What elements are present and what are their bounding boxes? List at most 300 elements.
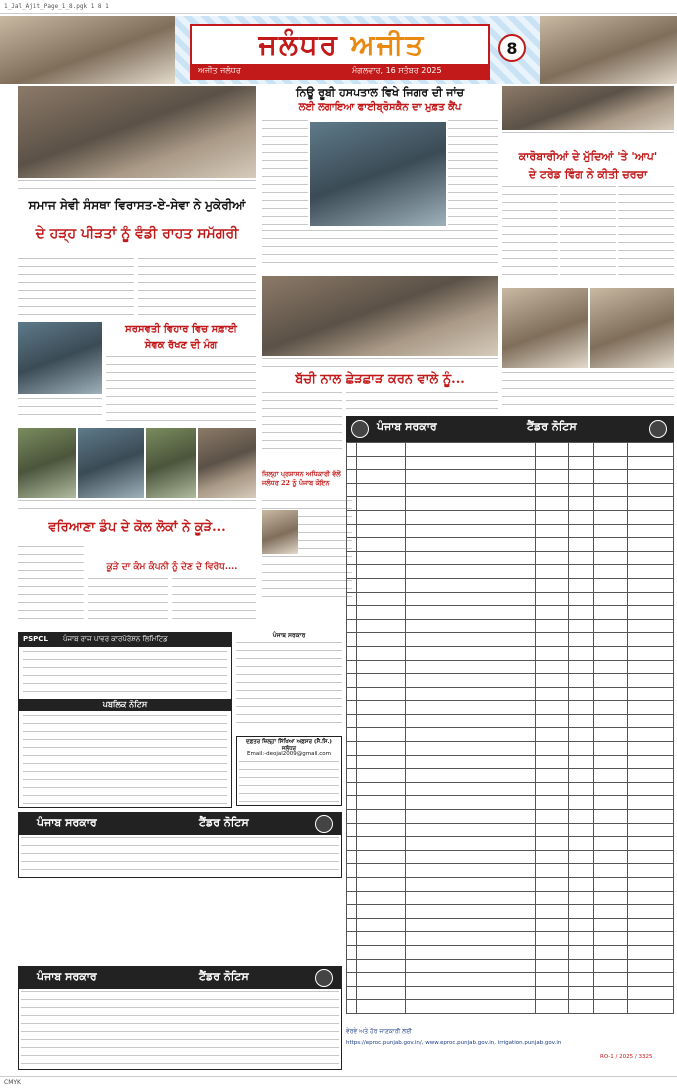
print-slug: 1_Jal_Ajit_Page_1_8.pgk 1 8 1 xyxy=(0,0,677,14)
table-cell xyxy=(536,701,569,715)
masthead-date-bar xyxy=(192,64,488,78)
table-cell xyxy=(628,810,674,824)
table-cell xyxy=(628,443,674,457)
table-cell xyxy=(347,456,357,470)
pspcl-notice xyxy=(18,632,232,808)
table-cell xyxy=(569,742,593,756)
table-cell xyxy=(356,945,406,959)
table-row xyxy=(347,728,674,742)
table-cell xyxy=(593,864,628,878)
table-cell xyxy=(628,878,674,892)
molestation-text-col1 xyxy=(262,392,342,452)
table-cell xyxy=(536,959,569,973)
tender-box-left-1-grid xyxy=(21,837,339,875)
table-cell xyxy=(593,633,628,647)
table-cell xyxy=(356,878,406,892)
table-cell xyxy=(347,701,357,715)
table-cell xyxy=(569,878,593,892)
table-cell xyxy=(593,646,628,660)
table-cell xyxy=(569,810,593,824)
table-cell xyxy=(406,510,536,524)
tender-box-left-1-govt: ਪੰਜਾਬ ਸਰਕਾਰ xyxy=(37,816,97,829)
dump-text-col2 xyxy=(88,578,168,626)
table-cell xyxy=(356,538,406,552)
table-cell xyxy=(593,606,628,620)
table-cell xyxy=(406,633,536,647)
table-cell xyxy=(569,714,593,728)
table-cell xyxy=(536,1000,569,1014)
table-cell xyxy=(536,606,569,620)
table-cell xyxy=(569,918,593,932)
table-cell xyxy=(406,701,536,715)
table-cell xyxy=(406,578,536,592)
table-cell xyxy=(593,538,628,552)
table-cell xyxy=(628,565,674,579)
table-row xyxy=(347,918,674,932)
table-row xyxy=(347,606,674,620)
flood-relief-text-col2 xyxy=(138,258,256,318)
table-cell xyxy=(347,973,357,987)
table-cell xyxy=(406,986,536,1000)
table-row xyxy=(347,701,674,715)
table-cell xyxy=(356,510,406,524)
table-cell xyxy=(593,850,628,864)
table-cell xyxy=(347,905,357,919)
table-cell xyxy=(593,918,628,932)
group-photo-caption xyxy=(262,358,498,368)
tender-header-right-title: ਟੈਂਡਰ ਨੋਟਿਸ xyxy=(527,420,577,433)
table-cell xyxy=(356,810,406,824)
table-cell xyxy=(628,945,674,959)
table-cell xyxy=(628,674,674,688)
table-cell xyxy=(569,701,593,715)
table-row xyxy=(347,646,674,660)
table-cell xyxy=(593,755,628,769)
tender-box-left-1 xyxy=(18,812,342,878)
table-cell xyxy=(593,932,628,946)
table-row xyxy=(347,1000,674,1014)
table-row xyxy=(347,592,674,606)
masthead xyxy=(0,16,677,84)
table-cell xyxy=(593,986,628,1000)
table-cell xyxy=(536,470,569,484)
table-cell xyxy=(406,810,536,824)
table-cell xyxy=(356,782,406,796)
flood-relief-text-col1 xyxy=(18,258,134,318)
table-cell xyxy=(593,701,628,715)
aap-headline-2: ਦੇ ਟਰੇਡ ਵਿੰਗ ਨੇ ਕੀਤੀ ਚਰਚਾ xyxy=(528,168,648,181)
table-cell xyxy=(406,1000,536,1014)
table-cell xyxy=(347,497,357,511)
table-cell xyxy=(347,796,357,810)
table-row xyxy=(347,674,674,688)
table-cell xyxy=(356,986,406,1000)
aap-text-col1 xyxy=(502,186,558,282)
hospital-text-left xyxy=(262,120,308,228)
table-cell xyxy=(406,524,536,538)
table-cell xyxy=(569,456,593,470)
table-cell xyxy=(628,538,674,552)
table-cell xyxy=(628,483,674,497)
table-cell xyxy=(536,483,569,497)
table-cell xyxy=(593,483,628,497)
table-cell xyxy=(356,497,406,511)
tender-grid-right xyxy=(346,442,674,1024)
table-cell xyxy=(628,755,674,769)
table-row xyxy=(347,932,674,946)
table-cell xyxy=(536,769,569,783)
table-cell xyxy=(347,1000,357,1014)
center-notice-top xyxy=(236,632,342,732)
sewak-photo xyxy=(18,322,102,394)
table-row xyxy=(347,687,674,701)
table-cell xyxy=(569,660,593,674)
table-cell xyxy=(536,565,569,579)
table-cell xyxy=(406,905,536,919)
tender-box-left-2 xyxy=(18,966,342,1070)
tender-box-left-2-title: ਟੈਂਡਰ ਨੋਟਿਸ xyxy=(199,970,249,983)
table-cell xyxy=(536,633,569,647)
courts-notice-email: Email:-deojal2009@gmail.com xyxy=(246,751,332,757)
table-cell xyxy=(356,959,406,973)
table-cell xyxy=(536,932,569,946)
table-cell xyxy=(569,606,593,620)
table-cell xyxy=(347,714,357,728)
table-cell xyxy=(593,497,628,511)
table-cell xyxy=(628,551,674,565)
center-notice-govt: ਪੰਜਾਬ ਸਰਕਾਰ xyxy=(272,632,306,639)
table-cell xyxy=(569,646,593,660)
table-cell xyxy=(628,470,674,484)
table-cell xyxy=(356,483,406,497)
table-cell xyxy=(628,823,674,837)
table-cell xyxy=(569,483,593,497)
table-cell xyxy=(406,660,536,674)
masthead-title-box xyxy=(190,24,490,80)
table-cell xyxy=(347,837,357,851)
table-cell xyxy=(593,524,628,538)
table-cell xyxy=(569,633,593,647)
table-cell xyxy=(628,769,674,783)
table-cell xyxy=(628,850,674,864)
table-cell xyxy=(536,538,569,552)
table-cell xyxy=(628,918,674,932)
table-cell xyxy=(536,456,569,470)
table-cell xyxy=(628,633,674,647)
table-cell xyxy=(593,837,628,851)
table-cell xyxy=(406,782,536,796)
table-cell xyxy=(356,728,406,742)
table-cell xyxy=(593,443,628,457)
table-cell xyxy=(536,660,569,674)
tender-footer-code: RO-1 / 2025 / 3325 xyxy=(600,1054,653,1060)
table-cell xyxy=(593,619,628,633)
dump-photo-3 xyxy=(146,428,196,498)
table-cell xyxy=(536,578,569,592)
table-cell xyxy=(569,728,593,742)
table-cell xyxy=(356,551,406,565)
table-cell xyxy=(347,810,357,824)
masthead-left-photo xyxy=(0,16,175,84)
table-cell xyxy=(569,674,593,688)
table-cell xyxy=(536,905,569,919)
table-cell xyxy=(593,456,628,470)
table-row xyxy=(347,538,674,552)
table-row xyxy=(347,878,674,892)
table-row xyxy=(347,945,674,959)
table-row xyxy=(347,742,674,756)
table-cell xyxy=(347,782,357,796)
cmyk-label: CMYK xyxy=(4,1079,21,1086)
table-cell xyxy=(628,1000,674,1014)
table-cell xyxy=(569,905,593,919)
table-cell xyxy=(347,633,357,647)
table-row xyxy=(347,973,674,987)
table-cell xyxy=(593,945,628,959)
pspcl-title: ਪੰਜਾਬ ਰਾਜ ਪਾਵਰ ਕਾਰਪੋਰੇਸ਼ਨ ਲਿਮਿਟਿਡ xyxy=(63,635,168,643)
table-cell xyxy=(347,878,357,892)
table-row xyxy=(347,470,674,484)
table-row xyxy=(347,565,674,579)
table-cell xyxy=(347,538,357,552)
table-cell xyxy=(628,782,674,796)
pspcl-header xyxy=(19,633,231,647)
table-cell xyxy=(593,687,628,701)
table-row xyxy=(347,959,674,973)
table-row xyxy=(347,660,674,674)
table-cell xyxy=(356,646,406,660)
table-cell xyxy=(406,592,536,606)
table-cell xyxy=(628,660,674,674)
table-cell xyxy=(406,687,536,701)
table-cell xyxy=(593,674,628,688)
print-colorbar xyxy=(0,1076,677,1089)
table-cell xyxy=(356,443,406,457)
table-cell xyxy=(536,510,569,524)
table-cell xyxy=(356,524,406,538)
table-cell xyxy=(536,646,569,660)
table-cell xyxy=(536,524,569,538)
table-cell xyxy=(536,864,569,878)
table-cell xyxy=(593,769,628,783)
table-cell xyxy=(628,524,674,538)
table-cell xyxy=(569,1000,593,1014)
table-cell xyxy=(593,973,628,987)
table-cell xyxy=(347,619,357,633)
table-cell xyxy=(628,742,674,756)
table-cell xyxy=(536,674,569,688)
table-cell xyxy=(569,986,593,1000)
table-cell xyxy=(536,443,569,457)
table-cell xyxy=(406,837,536,851)
table-cell xyxy=(356,837,406,851)
table-row xyxy=(347,456,674,470)
group-photo-center xyxy=(262,276,498,356)
table-cell xyxy=(569,470,593,484)
aap-caption xyxy=(502,132,674,140)
portraits-caption xyxy=(502,372,674,412)
table-cell xyxy=(593,714,628,728)
dump-text-col3 xyxy=(172,578,256,626)
table-cell xyxy=(347,728,357,742)
table-cell xyxy=(406,470,536,484)
table-cell xyxy=(356,905,406,919)
table-row xyxy=(347,823,674,837)
table-cell xyxy=(406,443,536,457)
table-cell xyxy=(628,687,674,701)
courts-notice xyxy=(236,736,342,806)
govt-emblem-icon xyxy=(351,420,369,438)
tender-footer-text: ਵੇਰਵੇ ਅਤੇ ਹੋਰ ਜਾਣਕਾਰੀ ਲਈ xyxy=(346,1028,412,1035)
table-cell xyxy=(628,973,674,987)
table-cell xyxy=(356,592,406,606)
table-cell xyxy=(536,742,569,756)
table-cell xyxy=(628,837,674,851)
dump-photo-4 xyxy=(198,428,256,498)
table-cell xyxy=(347,578,357,592)
table-cell xyxy=(347,918,357,932)
table-cell xyxy=(347,932,357,946)
dump-photo-2 xyxy=(78,428,144,498)
table-cell xyxy=(356,850,406,864)
hospital-headline-2: ਲਈ ਲਗਾਇਆ ਫਾਈਬ੍ਰੋਸਕੈਨ ਦਾ ਮੁਫ਼ਤ ਕੈਂਪ xyxy=(298,102,462,113)
table-cell xyxy=(593,470,628,484)
aap-photo xyxy=(502,86,674,130)
table-row xyxy=(347,483,674,497)
govt-emblem-icon-right xyxy=(649,420,667,438)
table-cell xyxy=(593,592,628,606)
table-cell xyxy=(569,443,593,457)
table-cell xyxy=(628,510,674,524)
sewak-headline-2: ਸੇਵਕ ਰੱਖਣ ਦੀ ਮੰਗ xyxy=(144,340,218,351)
table-cell xyxy=(593,905,628,919)
table-cell xyxy=(536,823,569,837)
table-cell xyxy=(356,674,406,688)
table-row xyxy=(347,837,674,851)
table-cell xyxy=(356,823,406,837)
table-cell xyxy=(569,565,593,579)
table-cell xyxy=(628,497,674,511)
dump-text-col1 xyxy=(18,546,84,626)
table-row xyxy=(347,551,674,565)
short-news-portrait xyxy=(262,510,298,554)
tender-box-left-1-title: ਟੈਂਡਰ ਨੋਟਿਸ xyxy=(199,816,249,829)
table-cell xyxy=(536,810,569,824)
table-cell xyxy=(356,864,406,878)
table-cell xyxy=(536,592,569,606)
table-cell xyxy=(569,864,593,878)
table-cell xyxy=(628,578,674,592)
table-cell xyxy=(406,646,536,660)
hospital-text-right xyxy=(448,120,498,228)
table-cell xyxy=(628,932,674,946)
table-cell xyxy=(347,850,357,864)
table-cell xyxy=(356,578,406,592)
pspcl-text-top xyxy=(23,651,227,695)
table-cell xyxy=(593,823,628,837)
table-cell xyxy=(406,456,536,470)
table-cell xyxy=(356,742,406,756)
dump-headline: ਵਰਿਆਣਾ ਡੰਪ ਦੇ ਕੋਲ ਲੋਕਾਂ ਨੇ ਕੂੜੇ... xyxy=(48,520,226,535)
table-cell xyxy=(536,891,569,905)
table-row xyxy=(347,891,674,905)
table-cell xyxy=(593,742,628,756)
table-cell xyxy=(569,850,593,864)
tender-box-left-2-grid xyxy=(21,991,339,1067)
tender-header-right xyxy=(347,417,673,441)
table-row xyxy=(347,986,674,1000)
table-cell xyxy=(347,891,357,905)
table-cell xyxy=(593,959,628,973)
table-cell xyxy=(406,959,536,973)
table-cell xyxy=(569,551,593,565)
table-cell xyxy=(569,497,593,511)
table-cell xyxy=(347,660,357,674)
table-cell xyxy=(628,891,674,905)
table-cell xyxy=(593,810,628,824)
table-row xyxy=(347,769,674,783)
table-cell xyxy=(406,823,536,837)
table-row xyxy=(347,782,674,796)
table-cell xyxy=(536,945,569,959)
table-cell xyxy=(593,660,628,674)
flood-relief-caption xyxy=(18,180,256,194)
portrait-woman xyxy=(590,288,674,368)
table-cell xyxy=(406,606,536,620)
table-cell xyxy=(347,674,357,688)
sewak-headline-1: ਸਰਸਵਤੀ ਵਿਹਾਰ ਵਿਚ ਸਫ਼ਾਈ xyxy=(125,324,237,335)
table-cell xyxy=(347,606,357,620)
public-notice-text xyxy=(23,715,227,805)
table-cell xyxy=(347,823,357,837)
table-row xyxy=(347,796,674,810)
table-cell xyxy=(347,551,357,565)
flood-relief-headline-1: ਸਮਾਜ ਸੇਵੀ ਸੰਸਥਾ ਵਿਰਾਸਤ-ਏ-ਸੇਵਾ ਨੇ ਮੁਕੇਰੀਆਂ xyxy=(28,198,246,212)
table-cell xyxy=(593,565,628,579)
table-cell xyxy=(593,510,628,524)
table-cell xyxy=(356,714,406,728)
tender-table xyxy=(346,442,674,1014)
table-cell xyxy=(628,646,674,660)
table-cell xyxy=(347,510,357,524)
table-cell xyxy=(356,769,406,783)
table-cell xyxy=(569,538,593,552)
table-cell xyxy=(536,551,569,565)
pspcl-logo: PSPCL xyxy=(23,635,48,643)
table-cell xyxy=(356,456,406,470)
public-notice-title: ਪਬਲਿਕ ਨੋਟਿਸ xyxy=(19,699,231,711)
table-cell xyxy=(347,687,357,701)
table-cell xyxy=(536,619,569,633)
table-row xyxy=(347,524,674,538)
table-row xyxy=(347,633,674,647)
dump-subheadline: ਕੂੜੇ ਦਾ ਕੰਮ ਕੰਪਨੀ ਨੂੰ ਦੇਣ ਦੇ ਵਿਰੋਧ.... xyxy=(106,562,238,572)
table-cell xyxy=(569,823,593,837)
table-cell xyxy=(356,619,406,633)
table-cell xyxy=(406,497,536,511)
table-row xyxy=(347,810,674,824)
table-cell xyxy=(536,497,569,511)
table-cell xyxy=(593,728,628,742)
table-cell xyxy=(347,592,357,606)
sewak-caption xyxy=(18,398,102,416)
center-notice-text xyxy=(236,642,342,726)
govt-emblem-icon-box2 xyxy=(315,969,333,987)
table-cell xyxy=(356,565,406,579)
table-cell xyxy=(569,959,593,973)
table-cell xyxy=(356,606,406,620)
table-cell xyxy=(569,578,593,592)
